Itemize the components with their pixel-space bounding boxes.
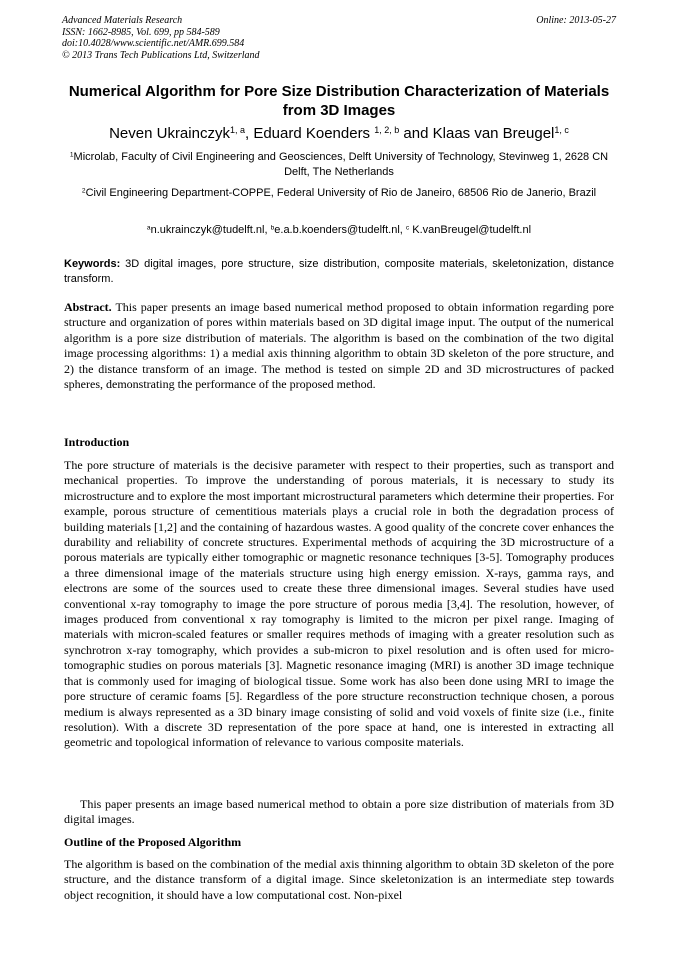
affiliation-text: Civil Engineering Department-COPPE, Federal University of Rio de Janeiro, 68506 Rio de Janerio, Brazil [85, 187, 597, 199]
author-name: Eduard Koenders [253, 125, 375, 142]
online-date: Online: 2013-05-27 [536, 15, 616, 26]
email-address: K.vanBreugel@tudelft.nl [409, 224, 532, 236]
journal-doi: doi:10.4028/www.scientific.net/AMR.699.584 [62, 38, 245, 49]
author-emails [64, 223, 614, 238]
journal-issn: ISSN: 1662-8985, Vol. 699, pp 584-589 [62, 26, 220, 38]
author-name: Neven Ukrainczyk [109, 125, 230, 142]
keywords-label: Keywords: [64, 258, 121, 270]
affiliation-1 [64, 150, 614, 180]
affiliation-text: Microlab, Faculty of Civil Engineering and Geosciences, Delft University of Technology, Stevinweg 1, 2628 CN Delft, The Netherlands [73, 151, 609, 178]
affiliation-2 [64, 186, 614, 201]
outline-heading: Outline of the Proposed Algorithm [64, 835, 242, 849]
email-superscript: a [146, 224, 151, 232]
paper-title: Numerical Algorithm for Pore Size Distribution Characterization of Materials from 3D Images [68, 83, 610, 119]
email-superscript: b [270, 224, 275, 232]
author-superscript: 1, a [229, 125, 245, 136]
introduction-heading: Introduction [64, 435, 130, 449]
author-separator: and [399, 125, 433, 142]
keywords-paragraph [64, 257, 614, 286]
email-address: n.ukrainczyk@tudelft.nl, [150, 224, 271, 236]
introduction-paragraph-1: The pore structure of materials is the decisive parameter with respect to their properties, such as transport and mechanical properties. To improve the understanding of porous materials, it is necessary to study its microstructure and to explore the most important microstructural parameters which determine their properties. For example, porous structure of cementitious materials plays a crucial role in both the degradation process of building materials [1,2] and the containing of hazardous wastes. A good quality of the concrete cover enhances the durability and reliability of concrete structures. Experimental methods of acquiring the 3D microstructure of a porous materials are typically either tomographic or magnetic resonance techniques [3-5]. Tomography produces a three dimensional image of the materials structure using high energy emission. X-rays, gamma rays, and electrons are some of the sources used to create these three dimensional images. Several studies have used conventional x-ray tomography to image the pore structure of porous media [3,4]. The resolution, however, of images produced from conventional x ray tomography is limited to the micron per pixel range. Imaging of materials with micron-scaled features or smaller requires methods of imaging with a greater resolution such as synchrotron x-ray tomography, which provides a sub-micron to pixel resolution and is often used for micro-tomographic studies on porous materials [3]. Magnetic resonance imaging (MRI) is another 3D image technique that is commonly used for imaging of biological tissue. Some work has also been done using MRI to image the pore structure of ceramic foams [5]. Regardless of the pore structure reconstruction technique chosen, a porous medium is always represented as a 3D binary image consisting of solid and void voxels of finite size (i.e., finite resolution). With a discrete 3D representation of the pore space at hand, one is interested in extracting all geometric and topological information of relevance to various composite materials. [64, 458, 614, 750]
abstract-label: Abstract. [64, 300, 112, 314]
author-superscript: 1, c [554, 125, 569, 136]
introduction-paragraph-2: This paper presents an image based numerical method to obtain a pore size distribution of materials from 3D digital images. [64, 797, 614, 827]
author-separator: , [244, 125, 254, 142]
author-list [64, 124, 614, 143]
abstract-text: This paper presents an image based numerical method proposed to obtain information regarding pore structure and organization of pores within materials based on 3D digital image input. The output of the numerical algorithm is a pore size distribution of materials. The algorithm is based on the combination of the two digital image processing algorithms: 1) a medial axis thinning algorithm to obtain 3D skeleton of the pore structure, and 2) the distance transform of an image. The method is tested on simple 2D and 3D microstructures of packed spheres, demonstrating the performance of the proposed method. [64, 300, 614, 392]
author-name: Klaas van Breugel [432, 125, 555, 142]
affiliation-superscript: 1 [69, 151, 74, 159]
journal-copyright: © 2013 Trans Tech Publications Ltd, Switzerland [62, 49, 260, 61]
abstract-paragraph [64, 300, 614, 392]
email-superscript: c [405, 224, 410, 232]
journal-header [62, 15, 616, 61]
author-superscript: 1, 2, b [374, 125, 400, 136]
affiliation-superscript: 2 [81, 187, 86, 195]
journal-name: Advanced Materials Research [62, 15, 183, 26]
keywords-text: 3D digital images, pore structure, size distribution, composite materials, skeletonization, distance transform. [64, 258, 614, 285]
outline-paragraph-1: The algorithm is based on the combination of the medial axis thinning algorithm to obtain 3D skeleton of the pore structure, and the distance transform of a digital image. Since skeletonization is an intermediate step towards object recognition, it should have a low computational cost. Non-pixel [64, 857, 614, 902]
email-address: e.a.b.koenders@tudelft.nl, [274, 224, 406, 236]
